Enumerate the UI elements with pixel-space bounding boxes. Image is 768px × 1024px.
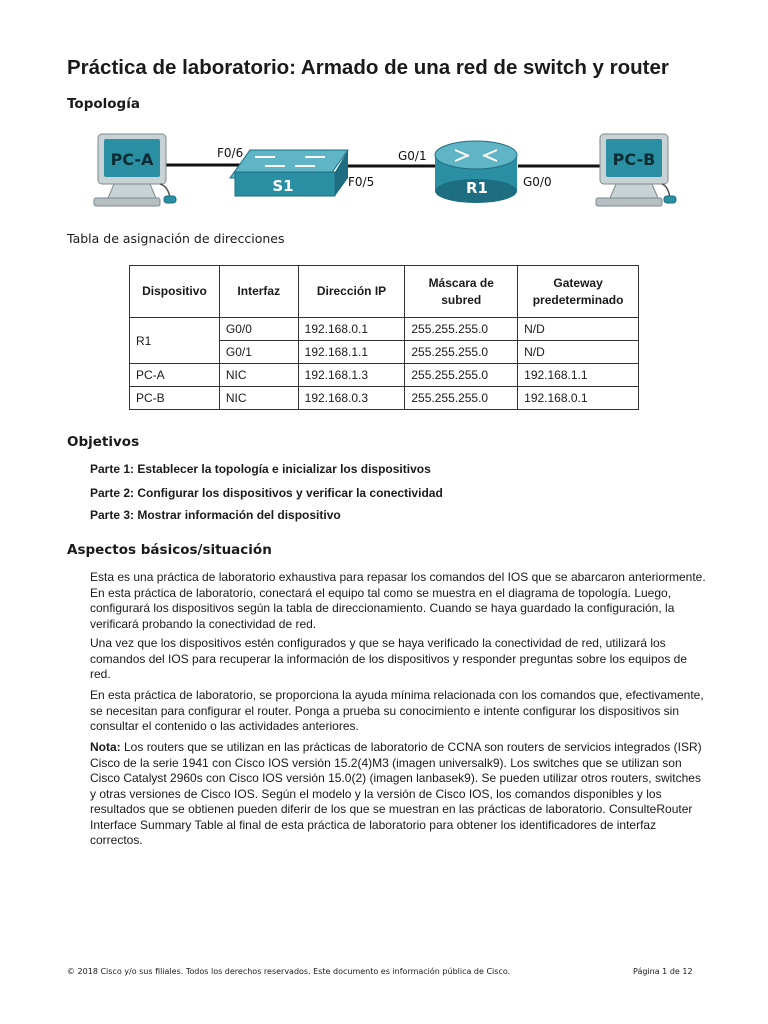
cell-mask: 255.255.255.0 — [405, 364, 518, 387]
cell-gateway: N/D — [518, 318, 639, 341]
note-paragraph — [90, 740, 706, 849]
table-row — [130, 318, 639, 341]
background-paragraph: Una vez que los dispositivos estén configurados y que se haya verificado la conectividad de red, utilizará los comandos del IOS para recuperar la información de los dispositivos y responder preguntas sobre los equipos de red. — [90, 636, 687, 681]
cell-ip: 192.168.0.3 — [298, 387, 405, 410]
s1-switch-icon — [230, 150, 348, 196]
cell-mask: 255.255.255.0 — [405, 387, 518, 410]
cell-ip: 192.168.0.1 — [298, 318, 405, 341]
port-label-f06: F0/6 — [217, 146, 244, 160]
cell-gateway: 192.168.1.1 — [518, 364, 639, 387]
r1-label: R1 — [466, 179, 488, 197]
cell-gateway: 192.168.0.1 — [518, 387, 639, 410]
table-row — [130, 387, 639, 410]
pc-b-label: PC-B — [612, 150, 656, 169]
objective-item: Parte 3: Mostrar información del dispositivo — [90, 508, 341, 522]
cell-device: PC-B — [130, 387, 220, 410]
note-text: Los routers que se utilizan en las prácticas de laboratorio de CCNA son routers de servicios integrados (ISR) Cisco de la serie 1941 con Cisco IOS versión 15.2(4)M3 (imagen universalk9). Los switches que se utilizan son Cisco Catalyst 2960s con Cisco IOS versión 15.0(2) (imagen lanbasek9). Se pueden utilizar otros routers, switches y otras versiones de Cisco IOS. Según el modelo y la versión de Cisco IOS, los comandos disponibles y los resultados que se obtienen pueden diferir de los que se muestran en las prácticas de laboratorio. ConsulteRouter Interface Summary Table al final de esta práctica de laboratorio para obtener los identificadores de interfaz correctos. — [90, 740, 702, 847]
background-paragraph: Esta es una práctica de laboratorio exhaustiva para repasar los comandos del IOS que se abarcaron anteriormente. En esta práctica de laboratorio, conectará el equipo tal como se muestra en el diagrama de topología. Luego, configurará los dispositivos según la tabla de direccionamiento. Cuando se haya guardado la configuración, la verificará probando la conectividad de red. — [90, 570, 706, 631]
objective-item: Parte 2: Configurar los dispositivos y verificar la conectividad — [90, 486, 443, 500]
column-header: Dirección IP — [298, 266, 405, 318]
port-label-f05: F0/5 — [348, 175, 375, 189]
background-paragraph: En esta práctica de laboratorio, se proporciona la ayuda mínima relacionada con los comandos que, efectivamente, se necesitan para configurar el router. Ponga a prueba su conocimiento e intente configurar los dispositivos sin consultar el contenido o las actividades anteriores. — [90, 688, 704, 733]
address-table-heading: Tabla de asignación de direcciones — [67, 231, 285, 246]
cell-ip: 192.168.1.3 — [298, 364, 405, 387]
background-heading: Aspectos básicos/situación — [67, 542, 272, 558]
column-header: Gateway predeterminado — [518, 266, 639, 318]
cell-interface: NIC — [219, 364, 298, 387]
objective-item: Parte 1: Establecer la topología e inicializar los dispositivos — [90, 462, 431, 476]
topology-diagram — [90, 130, 680, 210]
objectives-heading: Objetivos — [67, 434, 140, 450]
cell-ip: 192.168.1.1 — [298, 341, 405, 364]
pc-a-label: PC-A — [110, 150, 154, 169]
table-row — [130, 364, 639, 387]
note-label: Nota: — [90, 740, 121, 754]
pc-a-computer-icon — [94, 134, 176, 206]
topology-heading: Topología — [67, 96, 140, 112]
footer-page-number: Página 1 de 12 — [633, 967, 693, 976]
cell-interface: G0/0 — [219, 318, 298, 341]
cell-mask: 255.255.255.0 — [405, 341, 518, 364]
cell-device: R1 — [130, 318, 220, 364]
cell-gateway: N/D — [518, 341, 639, 364]
page-title: Práctica de laboratorio: Armado de una red de switch y router — [67, 56, 669, 79]
cell-interface: G0/1 — [219, 341, 298, 364]
cell-mask: 255.255.255.0 — [405, 318, 518, 341]
s1-label: S1 — [272, 177, 294, 195]
port-label-g01: G0/1 — [398, 149, 427, 163]
column-header: Dispositivo — [130, 266, 220, 318]
pc-b-computer-icon — [596, 134, 676, 206]
column-header: Interfaz — [219, 266, 298, 318]
cell-device: PC-A — [130, 364, 220, 387]
column-header: Máscara de subred — [405, 266, 518, 318]
address-table — [129, 265, 639, 410]
r1-router-icon — [435, 141, 517, 203]
footer-copyright: © 2018 Cisco y/o sus filiales. Todos los derechos reservados. Este documento es información pública de Cisco. — [67, 967, 511, 976]
cell-interface: NIC — [219, 387, 298, 410]
table-header-row — [130, 266, 639, 318]
port-label-g00: G0/0 — [523, 175, 552, 189]
